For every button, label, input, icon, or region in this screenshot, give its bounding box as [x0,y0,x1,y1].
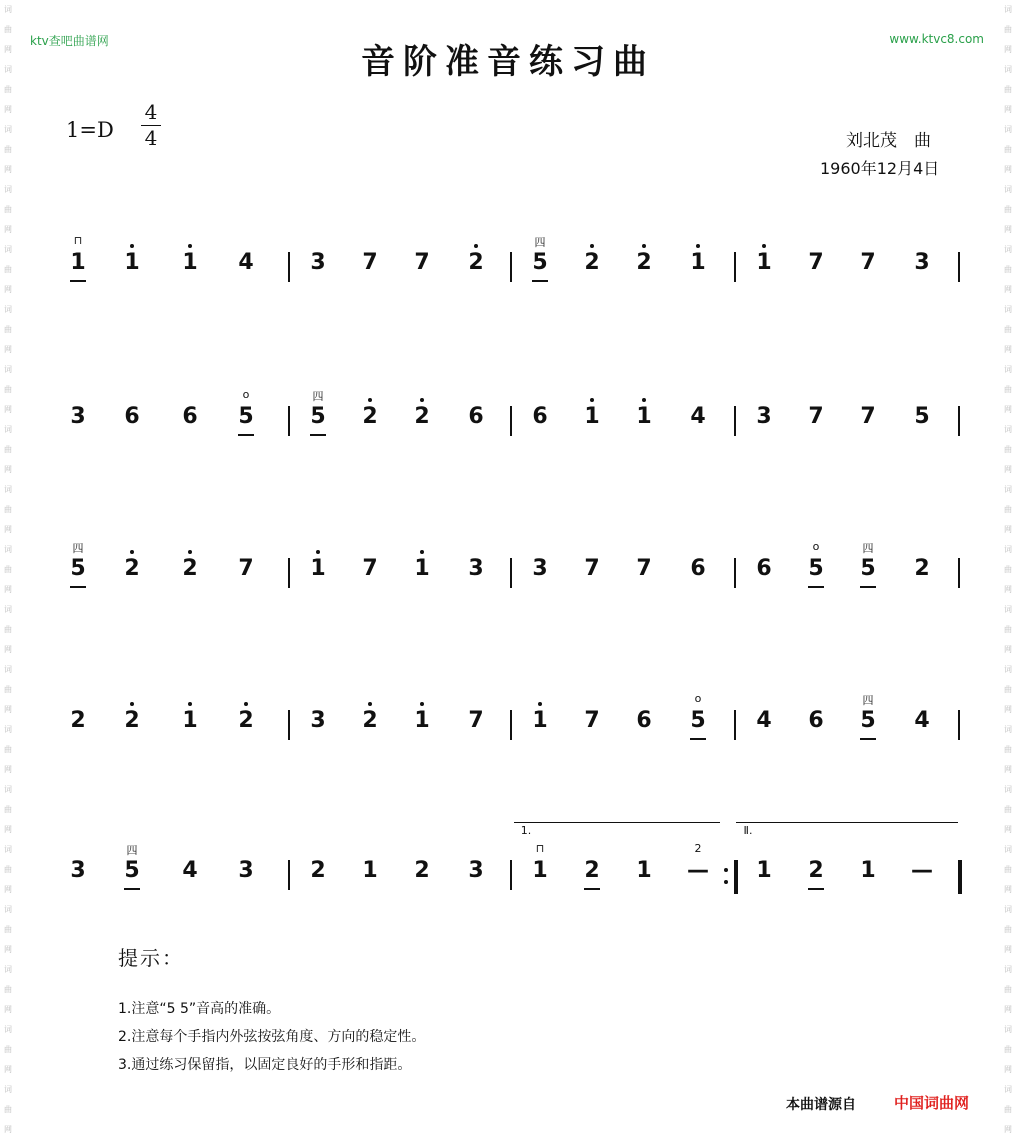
watermark-char: 词 [4,965,12,974]
watermark-char: 曲 [4,145,12,154]
watermark-char: 网 [4,45,12,54]
watermark-char: 网 [1004,465,1012,474]
watermark-char: 词 [4,545,12,554]
octave-dot [590,244,594,248]
repeat-dot [724,880,728,884]
note-underline [70,586,86,588]
octave-dot [696,244,700,248]
watermark-char: 曲 [1004,205,1012,214]
watermark-char: 网 [1004,945,1012,954]
watermark-char: 词 [4,845,12,854]
volta-second-label: Ⅱ. [743,824,753,837]
note: 2 [124,708,140,733]
watermark-char: 词 [4,65,12,74]
watermark-char: 网 [4,405,12,414]
note-underline [808,888,824,890]
note: 2 [636,250,652,275]
watermark-char: 曲 [4,325,12,334]
note-underline [70,280,86,282]
note: 4 [690,404,706,429]
watermark-char: 网 [4,465,12,474]
note: 1 [310,556,326,581]
volta-first-label: 1. [520,824,532,837]
watermark-char: 曲 [4,385,12,394]
watermark-char: 网 [1004,705,1012,714]
watermark-char: 词 [1004,305,1012,314]
barline [734,252,736,282]
watermark-char: 曲 [1004,805,1012,814]
barline [288,252,290,282]
note: 7 [808,404,824,429]
barline [958,710,960,740]
octave-dot [368,398,372,402]
watermark-char: 曲 [1004,385,1012,394]
note: 1 [124,250,140,275]
note: 3 [914,250,930,275]
watermark-char: 曲 [1004,1105,1012,1114]
octave-dot [590,398,594,402]
note: 2 [468,250,484,275]
composition-date: 1960年12月4日 [820,159,940,178]
watermark-char: 网 [4,705,12,714]
note: 4 [756,708,772,733]
watermark-char: 词 [4,725,12,734]
octave-dot [130,244,134,248]
watermark-char: 词 [1004,365,1012,374]
watermark-char: 曲 [4,865,12,874]
hint-item: 3.通过练习保留指，以固定良好的手形和指距。 [118,1057,412,1073]
note: 1 [860,858,876,883]
watermark-char: 词 [4,125,12,134]
fingering-mark: 四 [862,542,874,555]
watermark-char: 曲 [1004,145,1012,154]
note: 7 [584,556,600,581]
note: 6 [808,708,824,733]
watermark-char: 网 [1004,225,1012,234]
octave-dot [188,244,192,248]
note: 2 [362,708,378,733]
note: 5 [914,404,930,429]
watermark-char: 词 [1004,665,1012,674]
watermark-char: 词 [1004,905,1012,914]
watermark-char: 网 [1004,525,1012,534]
watermark-char: 网 [1004,165,1012,174]
note: 1 [532,858,548,883]
note: 5 [860,556,876,581]
note: 2 [310,858,326,883]
time-signature-numerator: 4 [144,100,158,124]
note: 3 [310,708,326,733]
note: 6 [756,556,772,581]
note: 1 [532,708,548,733]
fingering-mark: 四 [534,236,546,249]
watermark-char: 曲 [4,805,12,814]
watermark-char: 网 [4,765,12,774]
watermark-char: 网 [4,885,12,894]
octave-dot [130,702,134,706]
watermark-char: 词 [4,785,12,794]
fingering-mark: 四 [126,844,138,857]
octave-dot [420,398,424,402]
source-site-name: 中国词曲网 [894,1094,970,1112]
watermark-char: 曲 [4,1105,12,1114]
note: 1 [584,404,600,429]
note: 3 [310,250,326,275]
barline [510,252,512,282]
note: 5 [808,556,824,581]
watermark-char: 网 [1004,1005,1012,1014]
octave-dot [538,702,542,706]
volta-first-bracket [514,822,720,823]
note: — [911,858,933,883]
watermark-char: 网 [1004,825,1012,834]
hint-item: 2.注意每个手指内外弦按弦角度、方向的稳定性。 [118,1029,426,1045]
watermark-char: 曲 [1004,985,1012,994]
fingering-mark: 四 [862,694,874,707]
watermark-char: 曲 [1004,265,1012,274]
note: 4 [238,250,254,275]
watermark-char: 词 [4,905,12,914]
watermark-char: 词 [4,305,12,314]
watermark-char: 词 [1004,125,1012,134]
octave-dot [244,702,248,706]
note: 6 [182,404,198,429]
watermark-char: 曲 [4,925,12,934]
watermark-char: 网 [4,645,12,654]
note: 2 [238,708,254,733]
note: 2 [414,858,430,883]
watermark-char: 网 [1004,765,1012,774]
watermark-char: 词 [1004,845,1012,854]
note-underline [584,888,600,890]
site-watermark-right: www.ktvc8.com [889,32,984,46]
note-underline [124,888,140,890]
watermark-char: 曲 [4,445,12,454]
watermark-char: 网 [4,285,12,294]
note: 2 [914,556,930,581]
watermark-char: 曲 [4,565,12,574]
watermark-char: 网 [1004,405,1012,414]
note: 7 [414,250,430,275]
watermark-char: 词 [1004,605,1012,614]
note-underline [310,434,326,436]
watermark-char: 网 [1004,585,1012,594]
watermark-char: 词 [1004,1025,1012,1034]
watermark-char: 网 [1004,885,1012,894]
fingering-mark: 四 [312,390,324,403]
watermark-char: 词 [1004,545,1012,554]
note: 1 [690,250,706,275]
repeat-dot [724,868,728,872]
note-underline [690,738,706,740]
octave-dot [130,550,134,554]
note: — [687,858,709,883]
note: 2 [362,404,378,429]
watermark-char: 网 [4,1125,12,1134]
watermark-char: 词 [4,365,12,374]
octave-dot [642,244,646,248]
watermark-char: 词 [4,1085,12,1094]
watermark-char: 网 [1004,345,1012,354]
note: 1 [362,858,378,883]
fingering-mark: 四 [72,542,84,555]
barline [510,710,512,740]
watermark-char: 曲 [1004,85,1012,94]
note: 2 [808,858,824,883]
watermark-char: 曲 [1004,505,1012,514]
note: 7 [468,708,484,733]
note: 5 [532,250,548,275]
note-underline [808,586,824,588]
note: 6 [124,404,140,429]
octave-dot [316,550,320,554]
watermark-char: 曲 [4,25,12,34]
watermark-char: 曲 [1004,925,1012,934]
fingering-mark: o [812,540,820,553]
fingering-mark: 2 [694,842,702,855]
watermark-char: 网 [1004,285,1012,294]
watermark-char: 网 [4,345,12,354]
note: 1 [414,708,430,733]
watermark-char: 网 [1004,105,1012,114]
fingering-mark: ⊓ [535,842,545,855]
note: 3 [70,858,86,883]
note: 1 [182,708,198,733]
barline [288,406,290,436]
barline [734,710,736,740]
watermark-char: 网 [4,945,12,954]
volta-second-bracket [736,822,958,823]
watermark-char: 网 [4,225,12,234]
note: 1 [182,250,198,275]
time-signature-denominator: 4 [144,126,158,150]
note: 3 [238,858,254,883]
note: 7 [860,250,876,275]
octave-dot [188,550,192,554]
fingering-mark: o [242,388,250,401]
watermark-char: 曲 [4,205,12,214]
note: 3 [756,404,772,429]
watermark-char: 词 [4,245,12,254]
watermark-char: 词 [4,485,12,494]
watermark-char: 曲 [4,265,12,274]
watermark-char: 词 [1004,725,1012,734]
note: 5 [860,708,876,733]
watermark-char: 曲 [1004,445,1012,454]
note: 7 [860,404,876,429]
barline [288,710,290,740]
note: 1 [636,858,652,883]
watermark-char: 网 [4,525,12,534]
note: 4 [914,708,930,733]
watermark-char: 网 [4,1005,12,1014]
watermark-char: 词 [4,665,12,674]
watermark-char: 网 [1004,1125,1012,1134]
watermark-char: 词 [1004,5,1012,14]
note: 7 [636,556,652,581]
note: 1 [414,556,430,581]
note: 6 [532,404,548,429]
barline [510,558,512,588]
octave-dot [368,702,372,706]
note: 2 [70,708,86,733]
watermark-char: 曲 [1004,625,1012,634]
barline [958,252,960,282]
note-underline [532,280,548,282]
watermark-char: 网 [4,825,12,834]
watermark-char: 词 [1004,485,1012,494]
fingering-mark: o [694,692,702,705]
watermark-char: 曲 [4,745,12,754]
barline [958,860,962,894]
watermark-char: 曲 [1004,565,1012,574]
octave-dot [762,244,766,248]
watermark-char: 词 [4,5,12,14]
note-underline [860,738,876,740]
watermark-char: 词 [1004,425,1012,434]
composer: 刘北茂 曲 [846,131,931,151]
watermark-char: 曲 [4,505,12,514]
note: 1 [756,858,772,883]
octave-dot [188,702,192,706]
barline [958,558,960,588]
watermark-char: 网 [4,585,12,594]
watermark-char: 曲 [4,685,12,694]
watermark-char: 曲 [1004,685,1012,694]
note: 5 [310,404,326,429]
fingering-mark: ⊓ [73,234,83,247]
site-watermark-left: ktv查吧曲谱网 [30,34,109,48]
note: 7 [808,250,824,275]
hint-item: 1.注意“5 5”音高的准确。 [118,1001,281,1017]
note: 3 [468,858,484,883]
watermark-char: 词 [4,425,12,434]
note: 2 [584,250,600,275]
note: 6 [636,708,652,733]
note-underline [238,434,254,436]
watermark-char: 曲 [4,625,12,634]
hints-heading: 提示： [118,946,184,970]
watermark-char: 词 [4,185,12,194]
note: 1 [70,250,86,275]
note: 7 [238,556,254,581]
octave-dot [474,244,478,248]
source-label: 本曲谱源自 [786,1097,856,1113]
note: 2 [124,556,140,581]
note: 7 [584,708,600,733]
watermark-char: 词 [1004,185,1012,194]
note: 4 [182,858,198,883]
note: 3 [468,556,484,581]
watermark-char: 曲 [1004,1045,1012,1054]
octave-dot [642,398,646,402]
barline [734,558,736,588]
watermark-char: 网 [4,165,12,174]
note: 2 [182,556,198,581]
watermark-char: 词 [4,605,12,614]
watermark-char: 网 [1004,1065,1012,1074]
watermark-char: 词 [4,1025,12,1034]
octave-dot [420,550,424,554]
note: 5 [70,556,86,581]
octave-dot [420,702,424,706]
note: 6 [468,404,484,429]
note: 2 [414,404,430,429]
note-underline [860,586,876,588]
note: 3 [70,404,86,429]
note: 6 [690,556,706,581]
watermark-char: 曲 [4,85,12,94]
note: 1 [756,250,772,275]
watermark-char: 曲 [1004,865,1012,874]
watermark-char: 网 [1004,45,1012,54]
score-title: 音阶准音练习曲 [361,42,655,82]
watermark-char: 曲 [1004,25,1012,34]
watermark-char: 网 [1004,645,1012,654]
note: 2 [584,858,600,883]
note: 3 [532,556,548,581]
watermark-char: 词 [1004,965,1012,974]
barline [510,860,512,890]
barline [510,406,512,436]
watermark-char: 曲 [1004,325,1012,334]
watermark-char: 曲 [1004,745,1012,754]
note: 7 [362,556,378,581]
barline [288,860,290,890]
watermark-char: 词 [1004,65,1012,74]
note: 5 [124,858,140,883]
watermark-char: 曲 [4,985,12,994]
watermark-char: 网 [4,1065,12,1074]
barline [958,406,960,436]
note: 1 [636,404,652,429]
watermark-char: 词 [1004,1085,1012,1094]
barline [288,558,290,588]
watermark-char: 网 [4,105,12,114]
note: 7 [362,250,378,275]
note: 5 [238,404,254,429]
watermark-char: 曲 [4,1045,12,1054]
watermark-char: 词 [1004,785,1012,794]
watermark-char: 词 [1004,245,1012,254]
note: 5 [690,708,706,733]
key-signature: 1=D [66,118,114,142]
barline [734,406,736,436]
repeat-barline [734,860,738,894]
